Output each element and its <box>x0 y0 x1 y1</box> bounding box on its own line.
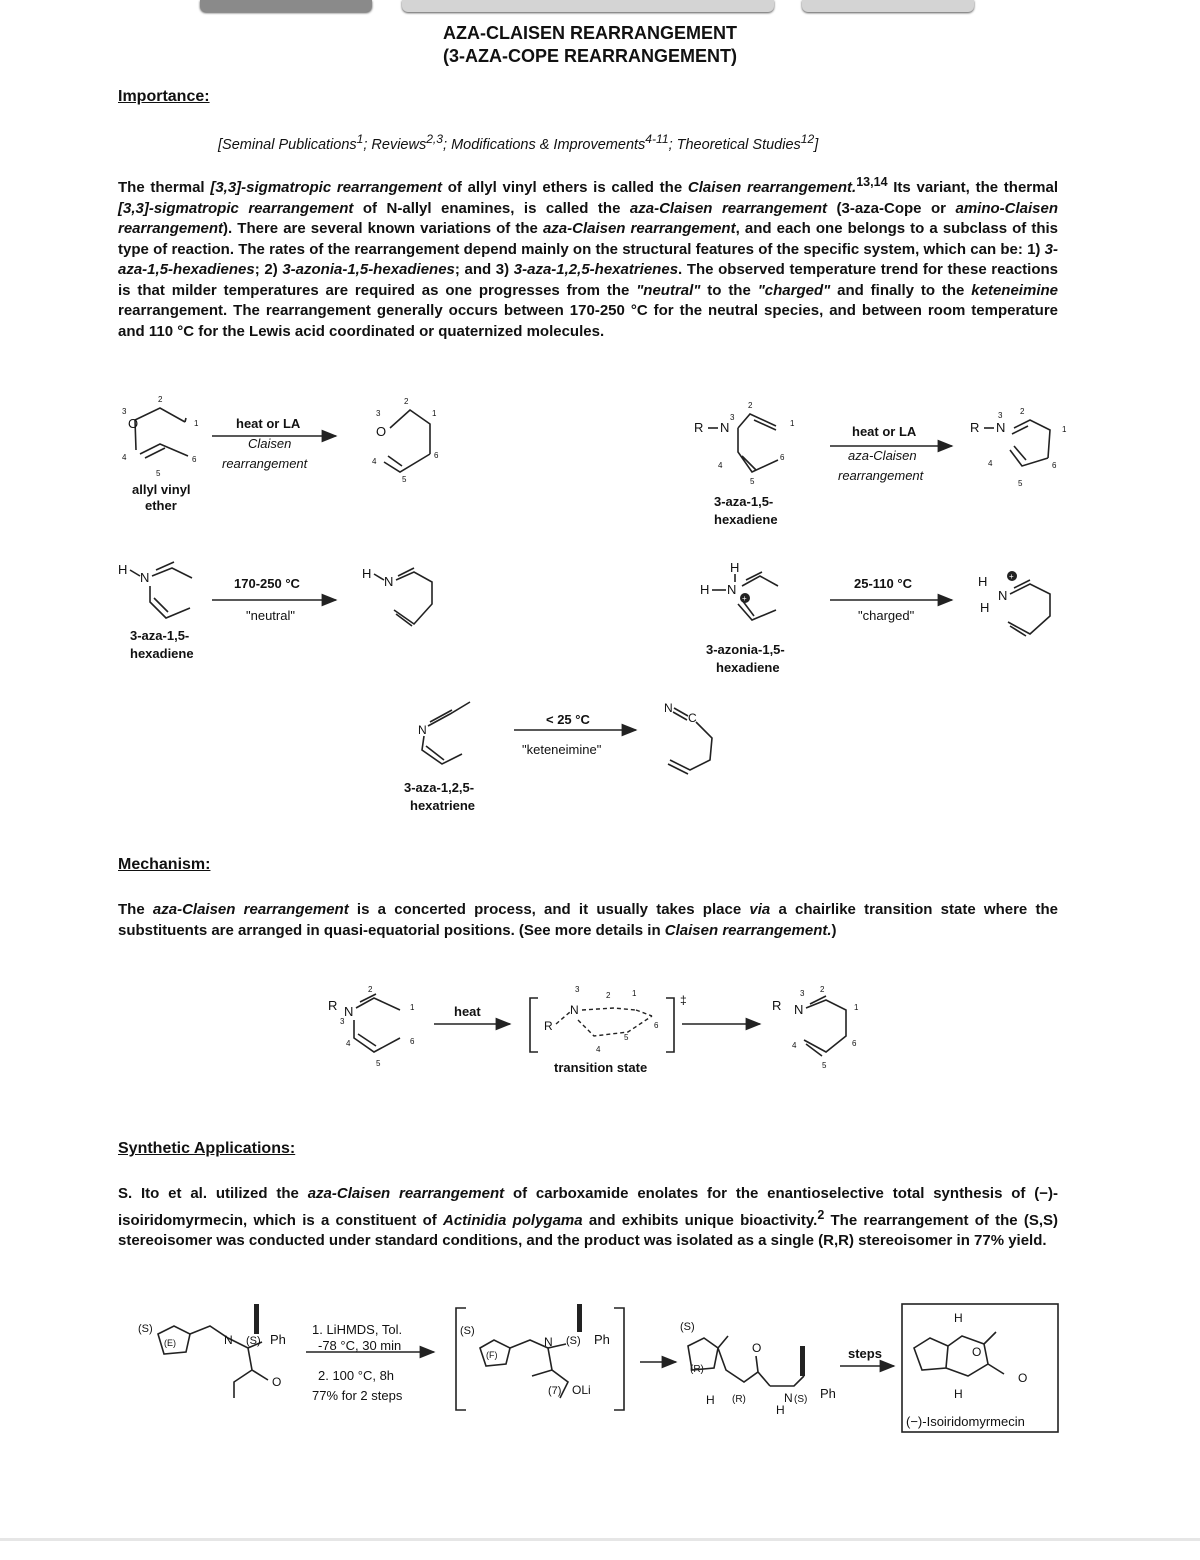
nitrile-product-structure <box>664 701 712 774</box>
rearranged-amide-structure <box>680 1321 836 1417</box>
importance-text-segment: "charged" <box>757 281 831 299</box>
importance-text-segment: "neutral" <box>636 281 701 299</box>
mechanism-scheme <box>0 980 1200 1090</box>
mechanism-text-segment: The <box>118 901 153 918</box>
svg-text:4: 4 <box>346 1039 351 1048</box>
importance-text-segment: 3-aza-1,5-hexadienes <box>118 240 1058 278</box>
svg-text:6: 6 <box>434 451 439 460</box>
importance-text-segment: aza-Claisen rearrangement <box>542 220 736 237</box>
reaction-conditions-arrow <box>306 1322 434 1403</box>
importance-text-segment: 3-azonia-1,5-hexadienes <box>282 261 455 278</box>
svg-text:N: N <box>794 1002 804 1017</box>
svg-text:O: O <box>128 416 139 431</box>
svg-text:2: 2 <box>404 397 409 406</box>
importance-text-segment: Its variant, the thermal <box>887 179 1058 196</box>
importance-text-segment: [3,3]-sigmatropic rearrangement <box>210 179 442 196</box>
nav-button-3[interactable] <box>802 0 974 12</box>
svg-text:H: H <box>362 566 372 581</box>
svg-text:(S): (S) <box>566 1335 581 1347</box>
svg-text:R: R <box>772 998 782 1013</box>
importance-text-segment: keteneimine <box>971 281 1058 299</box>
importance-text-segment: , and each one belongs to a subclass of this type of reaction. The rates of the rearrangement depend mainly on the structural features of the specific system, which can be: 1) <box>118 220 1059 258</box>
svg-text:H: H <box>776 1403 785 1417</box>
svg-text:(S): (S) <box>460 1325 475 1337</box>
svg-text:3: 3 <box>340 1017 345 1026</box>
hexatriene-structure <box>404 702 475 813</box>
scheme-rearrangement-types <box>0 390 1200 820</box>
svg-text:2: 2 <box>368 985 373 994</box>
svg-text:H: H <box>706 1393 715 1407</box>
svg-text:(7): (7) <box>548 1385 562 1397</box>
synthetic-text-segment: Actinidia polygama <box>443 1211 583 1229</box>
svg-text:N: N <box>720 420 730 435</box>
importance-text-segment: to the <box>700 281 758 299</box>
claisen-condition-1: Claisen <box>248 436 292 451</box>
svg-text:2: 2 <box>606 991 611 1000</box>
charged-reactant-structure <box>700 560 785 675</box>
svg-text:(R): (R) <box>690 1364 704 1375</box>
svg-text:N: N <box>727 582 737 597</box>
neutral-reactant-label-1: 3-aza-1,5- <box>130 628 190 643</box>
svg-text:‡: ‡ <box>680 993 687 1007</box>
svg-text:N: N <box>418 723 427 737</box>
hexatriene-label-1: 3-aza-1,2,5- <box>404 780 475 795</box>
svg-text:1: 1 <box>432 409 437 418</box>
aza-hexadiene-top-label-2: hexadiene <box>714 512 778 527</box>
svg-text:N: N <box>998 588 1008 603</box>
svg-text:4: 4 <box>792 1041 797 1050</box>
hexatriene-label-2: hexatriene <box>410 798 476 813</box>
keteneimine-label: "keteneimine" <box>522 742 602 757</box>
svg-text:Ph: Ph <box>820 1386 836 1401</box>
azonia-label-1: 3-azonia-1,5- <box>706 642 785 657</box>
claisen-arrow <box>212 416 336 471</box>
importance-text-segment: The thermal <box>118 179 211 196</box>
importance-text-segment: [3,3]-sigmatropic rearrangement <box>118 199 354 217</box>
carbonyl-product-structure <box>372 397 439 484</box>
svg-text:OLi: OLi <box>572 1383 591 1397</box>
svg-text:4: 4 <box>718 461 723 470</box>
mechanism-text-segment: a chairlike transition state where the substituents are arranged in quasi-equatorial positions. (See more details in <box>118 901 1058 939</box>
claisen-condition-top: heat or LA <box>236 416 301 431</box>
svg-text:R: R <box>544 1019 553 1033</box>
svg-text:+: + <box>742 594 747 603</box>
svg-text:N: N <box>544 1335 553 1349</box>
heat-arrow <box>434 1004 510 1024</box>
importance-text-segment: 3-aza-1,2,5-hexatrienes <box>513 261 679 278</box>
svg-text:H: H <box>980 600 990 615</box>
charged-product-structure <box>978 571 1050 636</box>
svg-text:2: 2 <box>158 395 163 404</box>
svg-text:1: 1 <box>632 989 637 998</box>
reference-line: [Seminal Publications$^1$; Reviews$^{2,3}$; Modifications & Improvements$^{4-11}$; Theoretical Studies$^{12}$] <box>218 132 819 153</box>
svg-text:2: 2 <box>748 401 753 410</box>
ref-seminal[interactable]: Seminal Publications <box>222 136 357 153</box>
importance-text-segment: ; and 3) <box>454 261 514 278</box>
svg-text:N: N <box>784 1391 793 1405</box>
neutral-temperature: 170-250 °C <box>234 576 300 591</box>
neutral-arrow <box>212 576 336 623</box>
isoiridomyrmecin-label: (−)-Isoiridomyrmecin <box>906 1414 1025 1429</box>
svg-text:5: 5 <box>750 477 755 486</box>
transition-state-structure <box>530 985 687 1075</box>
svg-text:H: H <box>954 1387 963 1401</box>
svg-text:5: 5 <box>1018 479 1023 488</box>
svg-text:5: 5 <box>402 475 407 484</box>
svg-text:4: 4 <box>988 459 993 468</box>
svg-text:H: H <box>730 560 740 575</box>
svg-text:H: H <box>700 582 710 597</box>
svg-text:5: 5 <box>822 1061 827 1070</box>
importance-heading: Importance: <box>118 88 210 105</box>
mechanism-text-segment: Claisen rearrangement. <box>664 921 832 939</box>
importance-text-segment: of N-allyl enamines, is called the <box>353 199 630 217</box>
starting-amide-structure <box>138 1304 286 1398</box>
steps-arrow <box>840 1346 894 1366</box>
allyl-vinyl-ether-label-2: ether <box>145 498 177 513</box>
svg-text:5: 5 <box>376 1059 381 1068</box>
aza-hexadiene-top-label-1: 3-aza-1,5- <box>714 494 774 509</box>
synthetic-text-segment: and exhibits unique bioactivity. <box>582 1211 818 1229</box>
synthetic-paragraph <box>118 1184 1058 1252</box>
synthetic-text-segment: S. Ito et al. utilized the <box>118 1185 308 1202</box>
importance-text-segment: rearrangement. The rearrangement generally occurs between 170-250 °C for the neutral species, and between room temperature and 110 °C for the Lewis acid coordinated or quaternized molecules. <box>118 302 1058 340</box>
condition-line-1: 1. LiHMDS, Tol. <box>312 1322 403 1337</box>
condition-line-4: 77% for 2 steps <box>312 1388 403 1403</box>
azonia-label-2: hexadiene <box>716 660 780 675</box>
svg-text:N: N <box>384 574 394 589</box>
svg-text:Ph: Ph <box>270 1332 286 1347</box>
ref-modifications[interactable]: Modifications & Improvements <box>451 136 646 153</box>
mechanism-text-segment: is a concerted process, and it usually takes place <box>348 901 750 918</box>
svg-text:(S): (S) <box>246 1335 261 1347</box>
svg-text:3: 3 <box>575 985 580 994</box>
svg-text:C: C <box>688 711 697 725</box>
synthetic-heading: Synthetic Applications: <box>118 1140 296 1157</box>
mechanism-reactant <box>328 985 415 1068</box>
mechanism-text-segment: aza-Claisen rearrangement <box>152 901 349 918</box>
charged-temperature: 25-110 °C <box>854 576 912 591</box>
keteneimine-arrow <box>514 712 636 757</box>
svg-text:3: 3 <box>122 407 127 416</box>
svg-text:6: 6 <box>654 1021 659 1030</box>
mechanism-product <box>772 985 859 1070</box>
svg-text:R: R <box>328 998 338 1013</box>
aza-condition-1: aza-Claisen <box>848 448 917 463</box>
page-bottom-divider <box>0 1538 1200 1541</box>
importance-text-segment: Claisen rearrangement. <box>687 179 857 196</box>
condition-line-3: 2. 100 °C, 8h <box>318 1368 395 1383</box>
charged-label: "charged" <box>858 608 915 623</box>
svg-text:3: 3 <box>730 413 735 422</box>
svg-text:4: 4 <box>372 457 377 466</box>
svg-text:O: O <box>752 1341 762 1355</box>
importance-text-segment: and finally to the <box>830 281 972 299</box>
imine-product-structure <box>970 407 1067 488</box>
nav-button-2[interactable] <box>402 0 774 12</box>
svg-text:1: 1 <box>1062 425 1067 434</box>
svg-text:H: H <box>978 574 988 589</box>
svg-text:4: 4 <box>596 1045 601 1054</box>
importance-text-segment: . The observed temperature trend for these reactions is that milder temperatures are required as one progresses from the <box>118 261 1058 299</box>
svg-text:2: 2 <box>820 985 825 994</box>
svg-text:5: 5 <box>624 1033 629 1042</box>
svg-text:1: 1 <box>410 1003 415 1012</box>
svg-text:N: N <box>996 420 1006 435</box>
svg-text:H: H <box>954 1311 963 1325</box>
page-title <box>300 22 880 68</box>
svg-text:N: N <box>344 1004 354 1019</box>
importance-paragraph <box>118 172 1058 342</box>
aza-hexadiene-r-structure <box>694 401 795 527</box>
svg-text:N: N <box>570 1003 579 1017</box>
svg-text:N: N <box>224 1333 233 1347</box>
svg-text:3: 3 <box>376 409 381 418</box>
transition-state-label: transition state <box>554 1060 648 1075</box>
condition-line-2: -78 °C, 30 min <box>318 1338 402 1353</box>
svg-text:O: O <box>1018 1371 1028 1385</box>
ref-theoretical[interactable]: Theoretical Studies <box>676 136 801 153</box>
svg-text:N: N <box>140 570 150 585</box>
svg-text:R: R <box>970 420 980 435</box>
svg-text:H: H <box>118 562 128 577</box>
synthetic-text-segment: aza-Claisen rearrangement <box>307 1185 505 1202</box>
svg-text:6: 6 <box>852 1039 857 1048</box>
steps-label: steps <box>848 1346 882 1361</box>
allyl-vinyl-ether-structure <box>122 395 199 513</box>
svg-text:1: 1 <box>194 419 199 428</box>
svg-text:(S): (S) <box>680 1321 695 1333</box>
importance-text-segment: aza-Claisen rearrangement <box>629 199 827 217</box>
svg-text:N: N <box>664 701 673 715</box>
svg-text:6: 6 <box>410 1037 415 1046</box>
importance-text-segment: amino-Claisen rearrangement <box>118 199 1059 237</box>
title-line-1: AZA-CLAISEN REARRANGEMENT <box>443 23 737 43</box>
svg-text:6: 6 <box>192 455 197 464</box>
svg-text:4: 4 <box>122 453 127 462</box>
synthetic-text-segment: 2 <box>817 1207 825 1222</box>
svg-text:R: R <box>694 420 704 435</box>
aza-condition-2: rearrangement <box>838 468 924 483</box>
title-line-2: (3-AZA-COPE REARRANGEMENT) <box>443 46 737 66</box>
neutral-product-structure <box>362 566 432 626</box>
nav-button-1[interactable] <box>200 0 372 12</box>
svg-text:Ph: Ph <box>594 1332 610 1347</box>
mechanism-paragraph <box>118 900 1058 941</box>
neutral-reactant-structure <box>118 562 194 661</box>
neutral-reactant-label-2: hexadiene <box>130 646 194 661</box>
mechanism-text-segment: ) <box>831 921 837 939</box>
svg-text:5: 5 <box>156 469 161 478</box>
claisen-condition-2: rearrangement <box>222 456 308 471</box>
svg-text:(F): (F) <box>486 1350 498 1360</box>
neutral-label: "neutral" <box>246 608 295 623</box>
svg-text:1: 1 <box>790 419 795 428</box>
svg-text:6: 6 <box>780 453 785 462</box>
svg-text:(S): (S) <box>794 1394 808 1405</box>
enolate-intermediate-structure <box>456 1304 624 1410</box>
allyl-vinyl-ether-label-1: allyl vinyl <box>132 482 191 497</box>
importance-text-segment: ). There are several known variations of the <box>223 220 543 237</box>
svg-text:1: 1 <box>854 1003 859 1012</box>
heat-label: heat <box>454 1004 481 1019</box>
importance-text-segment: 13,14 <box>856 175 888 189</box>
svg-text:O: O <box>972 1345 982 1359</box>
isoiridomyrmecin-box <box>902 1304 1058 1432</box>
ref-reviews[interactable]: Reviews <box>371 136 427 153</box>
synthetic-text-segment: The rearrangement of the (S,S) stereoisomer was conducted under standard conditions, and the product was isolated as a single (R,R) stereoisomer in 77% yield. <box>118 1211 1059 1249</box>
importance-text-segment: (3-aza-Cope or <box>827 199 956 217</box>
svg-text:2: 2 <box>1020 407 1025 416</box>
aza-claisen-arrow <box>830 424 952 483</box>
charged-arrow <box>830 576 952 623</box>
svg-text:6: 6 <box>1052 461 1057 470</box>
svg-text:3: 3 <box>998 411 1003 420</box>
importance-text-segment: of allyl vinyl ethers is called the <box>441 179 688 196</box>
svg-text:3: 3 <box>800 989 805 998</box>
svg-text:O: O <box>376 424 387 439</box>
synthetic-text-segment: of carboxamide enolates for the enantioselective total synthesis of (−)-isoiridomyrmecin, which is a constituent of <box>118 1185 1058 1229</box>
svg-text:(E): (E) <box>164 1338 176 1348</box>
svg-text:O: O <box>272 1375 282 1389</box>
synthesis-scheme <box>0 1290 1200 1450</box>
mechanism-heading: Mechanism: <box>118 856 211 873</box>
importance-text-segment: ; 2) <box>254 261 283 278</box>
svg-text:+: + <box>1009 572 1014 581</box>
aza-condition-top: heat or LA <box>852 424 917 439</box>
mechanism-text-segment: via <box>749 901 771 918</box>
keteneimine-temperature: < 25 °C <box>546 712 590 727</box>
svg-text:(R): (R) <box>732 1394 746 1405</box>
svg-text:(S): (S) <box>138 1323 153 1335</box>
